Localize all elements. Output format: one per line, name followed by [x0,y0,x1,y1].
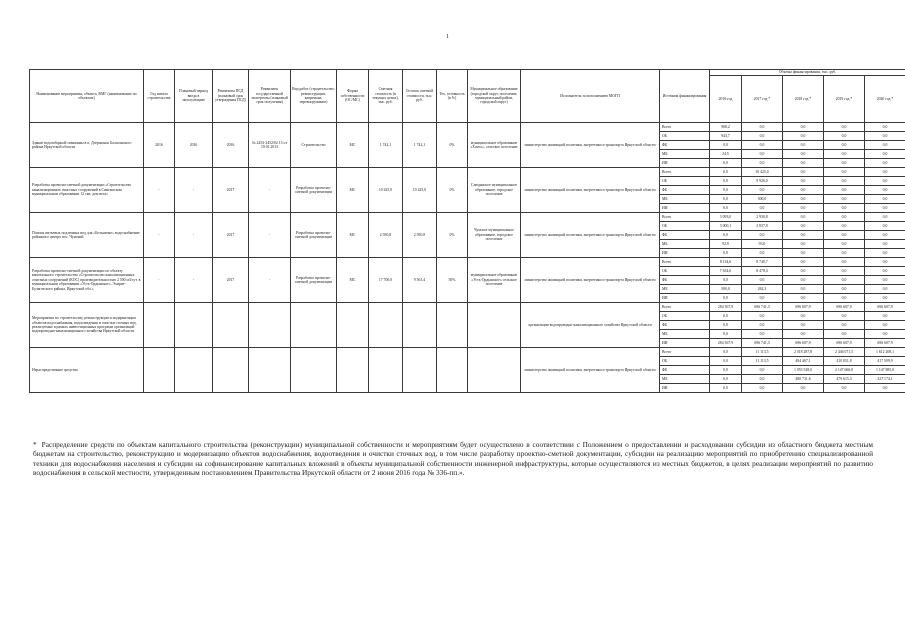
amount-cell: 262,3 [742,285,783,294]
row-remaining-cost: 10 425,0 [403,168,437,213]
header-readiness: Тех. готовность (в %) [437,70,468,123]
row-year-start: - [144,258,175,303]
funding-level: МБ [660,375,710,384]
amount-cell: 0,0 [742,249,783,258]
amount-cell: 0,0 [783,186,824,195]
row-name: Нераспределенные средства [30,348,144,393]
amount-cell: 0,0 [824,204,865,213]
amount-cell: 480 731,6 [783,375,824,384]
header-remaining-cost: Остаток сметной стоимости, тыс. руб. [403,70,437,123]
amount-cell: 0,0 [783,132,824,141]
row-expertise: - [249,168,291,213]
amount-cell: 0,0 [742,375,783,384]
amount-cell: 0,0 [824,150,865,159]
header-ownership: Форма собственности (ОС/МС) [337,70,369,123]
row-deadline [213,303,249,348]
amount-cell: 0,0 [742,312,783,321]
amount-cell: 0,0 [783,258,824,267]
amount-cell: 0,0 [783,330,824,339]
amount-cell: 0,0 [710,321,742,330]
amount-cell: 8 478,4 [742,267,783,276]
amount-cell: 11 113,5 [742,348,783,357]
row-deadline [213,348,249,393]
amount-cell: 3 093,0 [710,213,742,222]
amount-cell: 0,0 [742,123,783,132]
amount-cell: 0,0 [742,159,783,168]
header-executor: Исполнитель за исполнением МОГП [521,70,660,123]
header-year-2018: 2018 год * [783,76,824,123]
header-year-2020: 2020 год * [865,76,905,123]
amount-cell: 0,0 [742,141,783,150]
amount-cell: 2 147 666,0 [824,366,865,375]
row-readiness: 0% [437,168,468,213]
amount-cell: 0,0 [710,204,742,213]
row-ownership [337,348,369,393]
footnote [33,440,873,477]
funding-level: Всего [660,348,710,357]
table-body [30,123,905,393]
amount-cell: 0,0 [865,168,905,177]
row-expertise [249,303,291,348]
header-municipality: Муниципальное образование (городской округ, поселение, муниципальный район, городской округ) [468,70,521,123]
row-estimate-cost [369,348,403,393]
funding-level: ОБ [660,132,710,141]
row-expertise: - [249,213,291,258]
funding-level: ИИ [660,204,710,213]
amount-cell: 0,0 [710,366,742,375]
amount-cell: 696 607,9 [865,303,905,312]
amount-cell: 0,0 [824,285,865,294]
funding-level: ОБ [660,267,710,276]
amount-cell: 0,0 [824,195,865,204]
amount-cell: 0,0 [742,321,783,330]
amount-cell: 0,0 [710,312,742,321]
amount-cell: 484 467,1 [783,357,824,366]
funding-level: ФБ [660,321,710,330]
header-work-type: Вид работ (строительство, реконструкция, капремонт, перевооружение) [291,70,337,123]
row-executor: министерство жилищной политики, энергетики и транспорта Иркутской области [521,348,660,393]
funding-level: ОБ [660,357,710,366]
amount-cell: 0,0 [824,249,865,258]
amount-cell: 0,0 [865,330,905,339]
amount-cell: 0,0 [783,213,824,222]
amount-cell: 943,7 [710,132,742,141]
amount-cell: 1 053 528,0 [783,366,824,375]
amount-cell: 327 174,1 [865,375,905,384]
amount-cell: 0,0 [710,330,742,339]
funding-level: Всего [660,213,710,222]
budget-table [29,69,905,393]
amount-cell: 0,0 [824,231,865,240]
funding-level: МБ [660,195,710,204]
amount-cell: 696 607,9 [824,339,865,348]
footnote-text: Распределение средств по объектам капитального строительства (реконструкции) муниципальной собственности и мероприятиям будет осуществлено в соответствии с Положением о предоставлении и расходовании субсидии из областного бюджета местным бюджетам на строительство, реконструкцию и модернизацию объектов водоснабжения, водоотведения и очистки сточных вод, в том числе разработку проектно-сметной документации, субсидии на реализацию мероприятий по приобретению специализированной техники для водоснабжения населения и субсидии на софинансирование капитальных вложений в объекты муниципальной собственности инженерной инфраструктуры, которые осуществляются из местных бюджетов, в целях реализации мероприятий по развитию водоснабжения в сельской местности, утвержденным постановлением Правительства Иркутской области от 2 июня 2016 года № 336-пп.». [33,440,873,477]
amount-cell: 0,0 [710,195,742,204]
header-year-2017: 2017 год * [742,76,783,123]
row-ownership: МС [337,213,369,258]
amount-cell: 0,0 [710,384,742,393]
row-remaining-cost: 1 742,1 [403,123,437,168]
amount-cell: 24,5 [710,150,742,159]
row-remaining-cost: 2 930,8 [403,213,437,258]
amount-cell: 0,0 [710,357,742,366]
amount-cell: 8 134,6 [710,258,742,267]
row-estimate-cost: 2 930,8 [369,213,403,258]
amount-cell: 500,0 [710,285,742,294]
amount-cell: 0,0 [783,159,824,168]
funding-level: ФБ [660,141,710,150]
funding-level: Всего [660,123,710,132]
row-executor: министерство жилищной политики, энергетики и транспорта Иркутской области [521,213,660,258]
amount-cell: 11 113,5 [742,357,783,366]
row-name: Мероприятия по строительству, реконструкции и модернизации объектов водоснабжения, водоотведения и очистки сточных вод, реализуемые в рамках инвестиционных программ организаций водопроводно-канализационного хозяйства Иркутской области [30,303,144,348]
amount-cell: 0,0 [865,258,905,267]
funding-level: ФБ [660,186,710,195]
amount-cell: 0,0 [783,321,824,330]
amount-cell: 93,0 [742,240,783,249]
amount-cell: 9 926,0 [742,177,783,186]
funding-level: Всего [660,258,710,267]
funding-level: Всего [660,168,710,177]
funding-level: ИИ [660,249,710,258]
header-deadline: Реквизиты ПСД (плановый срок утверждения ПСД) [213,70,249,123]
amount-cell: 0,0 [783,195,824,204]
funding-level: ФБ [660,366,710,375]
row-deadline: 2017 [213,258,249,303]
funding-level: МБ [660,150,710,159]
amount-cell: 0,0 [783,240,824,249]
amount-cell: 0,0 [824,177,865,186]
funding-level: ОБ [660,222,710,231]
row-expertise [249,348,291,393]
row-remaining-cost: 9 561,4 [403,258,437,303]
amount-cell: 0,0 [824,132,865,141]
funding-level: ОБ [660,177,710,186]
footnote-mark: * [33,440,37,449]
amount-cell: 0,0 [824,312,865,321]
table-row [30,213,905,222]
header-year-start: Год начала строительства [144,70,175,123]
amount-cell: 0,0 [742,294,783,303]
header-expertise: Реквизиты государственной экспертизы (плановый срок получения) [249,70,291,123]
amount-cell: 2 446 071,5 [824,348,865,357]
header-year-2016: 2016 год [710,76,742,123]
amount-cell: 0,0 [742,204,783,213]
amount-cell: 0,0 [742,384,783,393]
row-remaining-cost [403,348,437,393]
amount-cell: 0,0 [710,249,742,258]
row-municipality: муниципальное образование «Усть-Ордынское» сельское поселение [468,258,521,303]
amount-cell: 0,0 [783,285,824,294]
amount-cell: 0,0 [865,276,905,285]
row-municipality [468,348,521,393]
row-expertise: № 2453-2452/02 13 от 19.01.2013 [249,123,291,168]
amount-cell: 284 367,9 [710,303,742,312]
amount-cell: 0,0 [824,222,865,231]
row-work-type: Разработка проектно-сметной документации [291,213,337,258]
row-remaining-cost [403,303,437,348]
row-executor: министерство жилищной политики, энергетики и транспорта Иркутской области [521,123,660,168]
funding-level: МБ [660,285,710,294]
amount-cell: 2 930,8 [742,213,783,222]
row-year-start: - [144,213,175,258]
row-estimate-cost: 1 742,1 [369,123,403,168]
amount-cell: 968,2 [710,123,742,132]
row-work-type: Разработка проектно-сметной документации [291,258,337,303]
amount-cell: 0,0 [824,276,865,285]
row-estimate-cost: 17 700,0 [369,258,403,303]
row-work-type [291,303,337,348]
amount-cell: 8 740,7 [742,258,783,267]
row-year-start: 2016 [144,123,175,168]
amount-cell: 0,0 [710,231,742,240]
amount-cell: 0,0 [865,231,905,240]
amount-cell: 0,0 [783,312,824,321]
amount-cell: 1 147 885,0 [865,366,905,375]
amount-cell: 0,0 [783,177,824,186]
row-work-type: Разработка проектно-сметной документации [291,168,337,213]
table-row [30,168,905,177]
funding-level: Всего [660,303,710,312]
table-row [30,348,905,357]
header-year-2019: 2019 год * [824,76,865,123]
funding-level: ОБ [660,312,710,321]
amount-cell: 0,0 [742,276,783,285]
amount-cell: 417 509,9 [865,357,905,366]
funding-level: ФБ [660,231,710,240]
amount-cell: 0,0 [824,123,865,132]
row-year-input: 2016 [175,123,213,168]
row-readiness [437,348,468,393]
amount-cell: 0,0 [742,132,783,141]
amount-cell: 0,0 [710,186,742,195]
amount-cell: 0,0 [865,141,905,150]
amount-cell: 0,0 [824,384,865,393]
amount-cell: 0,0 [865,222,905,231]
amount-cell: 0,0 [865,294,905,303]
amount-cell: 0,0 [824,330,865,339]
funding-level: ИИ [660,384,710,393]
amount-cell: 0,0 [824,240,865,249]
row-executor: министерство жилищной политики, энергетики и транспорта Иркутской области [521,168,660,213]
amount-cell: 696 607,9 [783,339,824,348]
row-executor: министерство жилищной политики, энергетики и транспорта Иркутской области [521,258,660,303]
funding-level: ИИ [660,294,710,303]
funding-level: МБ [660,330,710,339]
amount-cell: 0,0 [865,213,905,222]
row-municipality: муниципальное образование «Хатоо», сельское поселение [468,123,521,168]
amount-cell: 0,0 [710,159,742,168]
row-readiness: 0% [437,123,468,168]
amount-cell: 2 837,8 [742,222,783,231]
amount-cell: 92,9 [710,240,742,249]
amount-cell: 0,0 [824,294,865,303]
amount-cell: 0,0 [710,141,742,150]
funding-level: МБ [660,240,710,249]
amount-cell: 0,0 [865,285,905,294]
amount-cell: 7 634,6 [710,267,742,276]
row-year-start [144,303,175,348]
amount-cell: 10 425,0 [742,168,783,177]
amount-cell: 0,0 [865,132,905,141]
row-ownership: МС [337,123,369,168]
funding-level: ИИ [660,339,710,348]
header-year-input: Плановый период ввода в эксплуатацию [175,70,213,123]
row-readiness: 0% [437,213,468,258]
row-year-input [175,348,213,393]
header-estimate-cost: Сметная стоимость (в текущих ценах), тыс. руб. [369,70,403,123]
amount-cell: 696 741,3 [742,303,783,312]
row-estimate-cost [369,303,403,348]
row-name: Поиски питьевых подземных вод для «Бельничье» водоснабжение районного центра пос. Чунский [30,213,144,258]
amount-cell: 0,0 [783,231,824,240]
amount-cell: 696 607,9 [865,339,905,348]
funding-level: ФБ [660,276,710,285]
amount-cell: 0,0 [710,348,742,357]
row-municipality [468,303,521,348]
row-estimate-cost: 10 425,0 [369,168,403,213]
amount-cell: 0,0 [824,321,865,330]
amount-cell: 0,0 [783,294,824,303]
amount-cell: 0,0 [865,195,905,204]
row-name: Разработка проектно-сметной документации по объекту капитального строительства «Строительство канализационных очистных сооружений (КОС) производительностью 2 500 м3/сут. в муниципальном образовании «Усть-Ордынское», Эхирит-Булагатского района, Иркутской обл.» [30,258,144,303]
funding-level: ИИ [660,159,710,168]
amount-cell: 0,0 [824,159,865,168]
row-work-type [291,348,337,393]
row-year-input: - [175,213,213,258]
amount-cell: 696 607,9 [824,303,865,312]
amount-cell: 0,0 [865,312,905,321]
amount-cell: 2 018 287,8 [783,348,824,357]
amount-cell: 1 612 208,1 [865,348,905,357]
row-municipality: Слюдянское муниципальное образование, городское поселение [468,168,521,213]
row-ownership: МС [337,258,369,303]
amount-cell: 0,0 [783,204,824,213]
amount-cell: 0,0 [783,222,824,231]
amount-cell: 0,0 [865,123,905,132]
amount-cell: 0,0 [865,384,905,393]
row-year-input: - [175,258,213,303]
amount-cell: 0,0 [710,177,742,186]
amount-cell: 0,0 [783,123,824,132]
amount-cell: 0,0 [824,258,865,267]
amount-cell: 0,0 [865,321,905,330]
amount-cell: 0,0 [783,168,824,177]
row-deadline: 2017 [213,168,249,213]
amount-cell: 0,0 [824,186,865,195]
amount-cell: 0,0 [710,294,742,303]
row-expertise: - [249,258,291,303]
amount-cell: 0,0 [742,186,783,195]
header-funding-source: Источник финансирования [660,70,710,123]
row-deadline: 2017 [213,213,249,258]
row-year-input [175,303,213,348]
amount-cell: 284 367,9 [710,339,742,348]
amount-cell: 0,0 [865,150,905,159]
amount-cell: 0,0 [742,231,783,240]
row-deadline: 2016 [213,123,249,168]
amount-cell: 0,0 [865,240,905,249]
amount-cell: 0,0 [824,267,865,276]
header-volume: Объемы финансирования, тыс. руб. [710,70,905,76]
amount-cell: 0,0 [865,204,905,213]
amount-cell: 3 000,1 [710,222,742,231]
amount-cell: 0,0 [742,330,783,339]
amount-cell: 0,0 [865,249,905,258]
row-year-start: - [144,168,175,213]
amount-cell: 0,0 [783,150,824,159]
amount-cell: 696 607,9 [783,303,824,312]
table-row [30,258,905,267]
row-ownership [337,303,369,348]
amount-cell: 0,0 [865,177,905,186]
row-work-type: Строительство [291,123,337,168]
row-executor: организации водопроводно-канализационного хозяйства Иркутской области [521,303,660,348]
row-year-input: - [175,168,213,213]
amount-cell: 0,0 [865,267,905,276]
amount-cell: 0,0 [783,267,824,276]
row-readiness: 50% [437,258,468,303]
amount-cell: 0,0 [824,141,865,150]
amount-cell: 0,0 [824,213,865,222]
row-name: Разработка проектно-сметной документации «Строительство канализационных очистных сооружений в Сингашском муниципальном образовании 12 скв. дом вега» [30,168,144,213]
row-ownership: МС [337,168,369,213]
amount-cell: 0,0 [783,276,824,285]
table-row [30,123,905,132]
row-name: Здание водозаборной скважины в п. Дзержинск Балаганского района Иркутской области [30,123,144,168]
table-row [30,303,905,312]
page-number: 1 [446,34,449,40]
amount-cell: 0,0 [865,186,905,195]
amount-cell: 0,0 [742,366,783,375]
amount-cell: 0,0 [710,168,742,177]
header-name: Наименование мероприятия, объекта, ВМГ (наименование по объектам) [30,70,144,123]
amount-cell: 0,0 [865,159,905,168]
amount-cell: 479 615,3 [824,375,865,384]
amount-cell: 500,0 [742,195,783,204]
amount-cell: 0,0 [783,384,824,393]
amount-cell: 0,0 [710,276,742,285]
amount-cell: 0,0 [742,150,783,159]
amount-cell: 0,0 [824,168,865,177]
row-municipality: Чунское муниципальное образование, городское поселение [468,213,521,258]
row-readiness [437,303,468,348]
row-year-start [144,348,175,393]
amount-cell: 0,0 [783,141,824,150]
amount-cell: 0,0 [710,375,742,384]
amount-cell: 410 051,8 [824,357,865,366]
amount-cell: 696 741,3 [742,339,783,348]
amount-cell: 0,0 [783,249,824,258]
